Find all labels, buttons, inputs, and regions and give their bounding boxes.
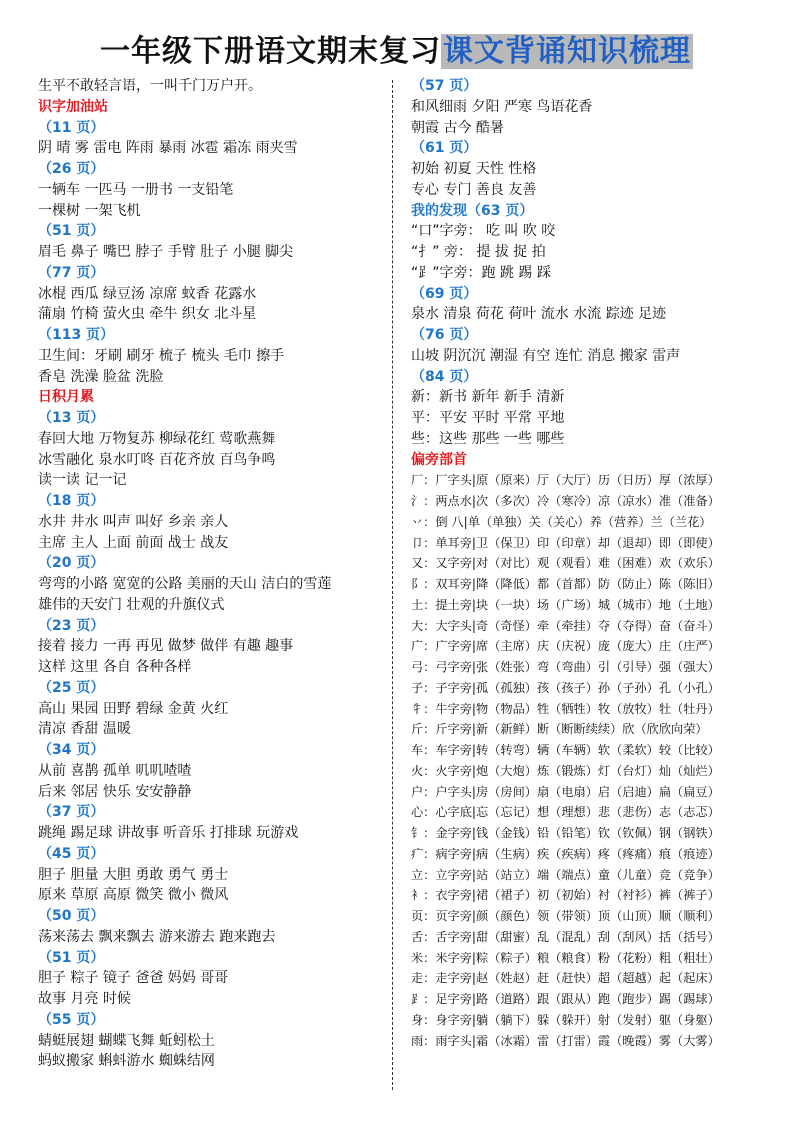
page-ref-heading: （57 页）: [411, 78, 478, 94]
text-line: 后来 邻居 快乐 安安静静: [38, 783, 192, 800]
section-heading: 偏旁部首: [411, 451, 467, 468]
page-ref-heading: （13 页）: [38, 410, 105, 426]
text-line: 一棵树 一架飞机: [38, 202, 141, 219]
text-line: 眉毛 鼻子 嘴巴 脖子 手臂 肚子 小腿 脚尖: [38, 244, 294, 260]
text-line: 故事 月亮 时候: [38, 991, 131, 1007]
radical-row: 大：大字头|奇（奇怪）牵（牵挂）夺（夺得）奋（奋斗）: [411, 618, 720, 633]
radical-row: 斤：斤字旁|新（新鲜）断（断断续续）欣（欣欣向荣）: [411, 722, 708, 737]
text-line: 原来 草原 高原 微笑 微小 微风: [38, 887, 229, 904]
text-line: 荡来荡去 飘来飘去 游来游去 跑来跑去: [38, 928, 276, 945]
text-line: 香皂 洗澡 脸盆 洗脸: [38, 368, 164, 385]
page-ref-heading: （69 页）: [411, 285, 478, 302]
left-column: [38, 76, 390, 1072]
text-line: 朝霞 古今 酷暑: [411, 119, 504, 136]
radical-row: 卩：单耳旁|卫（保卫）印（印章）却（退却）即（即使）: [411, 535, 720, 550]
section-heading: 识字加油站: [38, 98, 108, 115]
text-line: 弯弯的小路 宽宽的公路 美丽的天山 洁白的雪莲: [38, 576, 332, 592]
page-ref-heading: （11 页）: [38, 119, 105, 136]
text-line: 主席 主人 上面 前面 战士 战友: [38, 534, 229, 551]
radical-row: 立：立字旁|站（站立）端（端点）童（儿童）竞（竞争）: [411, 867, 720, 882]
text-line: 些：这些 那些 一些 哪些: [411, 430, 565, 447]
text-line: 冰雪融化 泉水叮咚 百花齐放 百鸟争鸣: [38, 451, 276, 468]
text-line: 泉水 清泉 荷花 荷叶 流水 水流 踪迹 足迹: [411, 306, 667, 323]
title-highlight: 课文背诵知识梳理: [443, 34, 691, 69]
radical-row: 米：米字旁|粽（粽子）粮（粮食）粉（花粉）粗（粗壮）: [411, 950, 720, 965]
radical-row: 火：火字旁|炮（大炮）炼（锻炼）灯（台灯）灿（灿烂）: [411, 763, 720, 778]
text-line: 接着 接力 一再 再见 做梦 做伴 有趣 趣事: [38, 638, 294, 655]
page-ref-heading: （84 页）: [411, 368, 478, 385]
radical-row: 衤：衣字旁|裙（裙子）初（初始）衬（衬衫）裤（裤子）: [411, 888, 720, 903]
text-line: 一辆车 一匹马 一册书 一支铅笔: [38, 181, 234, 198]
text-line: “⻊”字旁：跑 跳 踢 踩: [411, 264, 551, 281]
radical-row: 疒：病字旁|病（生病）疾（疾病）疼（疼痛）痕（痕迹）: [411, 846, 720, 861]
radical-row: 心：心字底|忘（忘记）想（理想）悲（悲伤）志（志忑）: [411, 805, 720, 820]
text-line: 蜻蜓展翅 蝴蝶飞舞 蚯蚓松土: [38, 1032, 215, 1049]
radical-row: 丷：倒 八|单（单独）关（关心）养（营养）兰（兰花）: [411, 514, 712, 529]
text-line: 高山 果园 田野 碧绿 金黄 火红: [38, 700, 229, 717]
page-ref-heading: （26 页）: [38, 161, 105, 177]
radical-row: 身：身字旁|躺（躺下）躲（躲开）射（发射）躯（身躯）: [411, 1012, 720, 1027]
text-line: 这样 这里 各自 各种各样: [38, 659, 192, 675]
page-ref-heading: （51 页）: [38, 949, 105, 966]
page-ref-heading: （20 页）: [38, 555, 105, 572]
radical-row: 牜：牛字旁|物（物品）牲（牺牲）牧（放牧）牡（牡丹）: [411, 701, 720, 716]
right-column-text: [411, 76, 761, 470]
page-ref-heading: （51 页）: [38, 223, 105, 240]
page-ref-heading: （37 页）: [38, 804, 105, 821]
text-line: 专心 专门 善良 友善: [411, 181, 537, 198]
radical-row: 阝：双耳旁|降（降低）都（首都）防（防止）陈（陈旧）: [411, 577, 720, 591]
text-line: 春回大地 万物复苏 柳绿花红 莺歌燕舞: [38, 430, 276, 447]
text-line: “扌” 旁： 提 拔 捉 拍: [411, 244, 546, 260]
page-ref-heading: （25 页）: [38, 679, 105, 696]
section-heading: 日积月累: [38, 389, 94, 406]
page-ref-heading: （45 页）: [38, 845, 105, 862]
text-line: 蚂蚁搬家 蝌蚪游水 蜘蛛结网: [38, 1053, 215, 1070]
page-ref-heading: （50 页）: [38, 908, 105, 924]
radical-row: 广：广字旁|席（主席）庆（庆祝）庞（庞大）庄（庄严）: [411, 639, 720, 654]
text-line: 从前 喜鹊 孤单 叽叽喳喳: [38, 762, 192, 779]
text-line: 山坡 阴沉沉 潮湿 有空 连忙 消息 搬家 雷声: [411, 347, 681, 364]
text-line: 阴 晴 雾 雷电 阵雨 暴雨 冰雹 霜冻 雨夹雪: [38, 140, 298, 157]
radical-row: 走：走字旁|赵（姓赵）赶（赶快）超（超越）起（起床）: [411, 971, 720, 986]
text-line: 生平不敢轻言语，一叫千门万户开。: [38, 78, 262, 94]
page-ref-heading: （18 页）: [38, 493, 105, 509]
page-ref-heading: （113 页）: [38, 327, 115, 343]
radical-row: 户：户字头|房（房间）扇（电扇）启（启迪）扁（扁豆）: [411, 784, 720, 799]
page-ref-heading: （23 页）: [38, 617, 105, 634]
text-line: 和风细雨 夕阳 严寒 鸟语花香: [411, 98, 593, 115]
radical-row: 舌：舌字旁|甜（甜蜜）乱（混乱）刮（刮风）括（括号）: [411, 929, 720, 944]
text-line: 卫生间：牙刷 刷牙 梳子 梳头 毛巾 擦手: [38, 347, 285, 364]
radical-row: ⻊：足字旁|路（道路）跟（跟从）跑（跑步）踢（踢球）: [411, 992, 720, 1006]
radicals-table: [411, 470, 761, 1051]
column-divider: [392, 80, 393, 1090]
page-ref-heading: （76 页）: [411, 327, 478, 343]
radical-row: 厂：厂字头|原（原来）厅（大厅）历（日历）厚（浓厚）: [411, 473, 720, 488]
radical-row: 钅：金字旁|钱（金钱）铅（铅笔）钦（钦佩）钢（钢铁）: [411, 826, 720, 840]
radical-row: 子：子字旁|孤（孤独）孩（孩子）孙（子孙）孔（小孔）: [411, 680, 720, 695]
page-ref-heading: （61 页）: [411, 140, 478, 157]
page-ref-heading: （77 页）: [38, 264, 105, 281]
page-ref-heading: 我的发现（63 页）: [411, 202, 534, 219]
right-column: [411, 76, 761, 1051]
text-line: “口”字旁： 吃 叫 吹 咬: [411, 223, 556, 240]
text-line: 胆子 胆量 大胆 勇敢 勇气 勇士: [38, 866, 229, 883]
text-line: 平：平安 平时 平常 平地: [411, 410, 565, 426]
text-line: 清凉 香甜 温暖: [38, 721, 131, 738]
title-main: 一年级下册语文期末复习: [100, 34, 441, 69]
radical-row: 页：页字旁|颜（颜色）领（带领）顶（山顶）顺（顺利）: [411, 909, 720, 923]
page-ref-heading: （34 页）: [38, 742, 105, 758]
text-line: 新：新书 新年 新手 清新: [411, 389, 565, 406]
text-line: 冰棍 西瓜 绿豆汤 凉席 蚊香 花露水: [38, 285, 257, 302]
radical-row: 车：车字旁|转（转弯）辆（车辆）软（柔软）较（比较）: [411, 743, 720, 757]
text-line: 蒲扇 竹椅 萤火虫 牵牛 织女 北斗星: [38, 306, 257, 323]
page-ref-heading: （55 页）: [38, 1011, 105, 1028]
text-line: 水井 井水 叫声 叫好 乡亲 亲人: [38, 513, 229, 530]
radical-row: 又：又字旁|对（对比）观（观看）难（困难）欢（欢乐）: [411, 556, 720, 571]
page-title: [0, 30, 793, 74]
radical-row: 土：提土旁|块（一块）场（广场）城（城市）地（土地）: [411, 597, 720, 612]
text-line: 雄伟的天安门 壮观的升旗仪式: [38, 596, 225, 613]
radical-row: 雨：雨字头|霜（冰霜）雷（打雷）霞（晚霞）雾（大雾）: [411, 1033, 720, 1048]
text-line: 初始 初夏 天性 性格: [411, 161, 537, 177]
text-line: 读一读 记一记: [38, 472, 127, 489]
radical-row: 弓：弓字旁|张（姓张）弯（弯曲）引（引导）强（强大）: [411, 660, 720, 674]
text-line: 跳绳 踢足球 讲故事 听音乐 打排球 玩游戏: [38, 825, 299, 841]
radical-row: 氵：两点水|次（多次）冷（寒冷）凉（凉水）准（准备）: [411, 494, 720, 508]
text-line: 胆子 粽子 镜子 爸爸 妈妈 哥哥: [38, 970, 229, 987]
